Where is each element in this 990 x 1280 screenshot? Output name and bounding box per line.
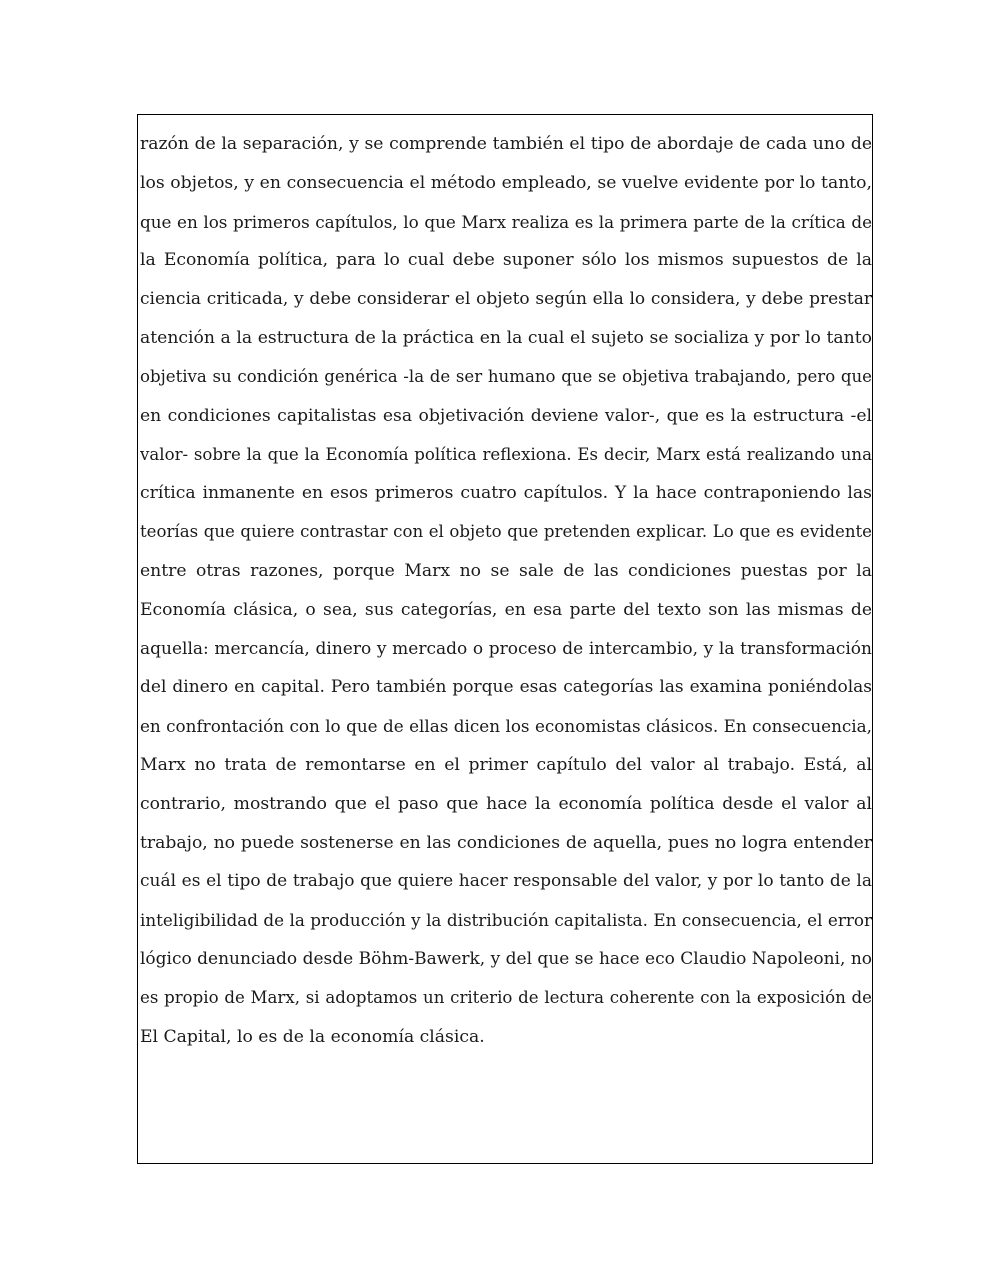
text-line: que en los primeros capítulos, lo que Marx realiza es la primera parte de la crítica de [140, 211, 872, 232]
text-line: la Economía política, para lo cual debe suponer sólo los mismos supuestos de la [140, 250, 872, 271]
text-line: atención a la estructura de la práctica en la cual el sujeto se socializa y por lo tanto [140, 328, 872, 349]
text-line-last: El Capital, lo es de la economía clásica. [140, 1026, 485, 1047]
text-line: ciencia criticada, y debe considerar el objeto según ella lo considera, y debe prestar [140, 289, 872, 310]
text-line: lógico denunciado desde Böhm-Bawerk, y del que se hace eco Claudio Napoleoni, no [140, 949, 872, 970]
text-line: Economía clásica, o sea, sus categorías, en esa parte del texto son las mismas de [140, 599, 872, 620]
text-line: es propio de Marx, si adoptamos un criterio de lectura coherente con la exposición de [140, 987, 872, 1007]
text-line: aquella: mercancía, dinero y mercado o proceso de intercambio, y la transformación [140, 638, 872, 659]
text-line: Marx no trata de remontarse en el primer capítulo del valor al trabajo. Está, al [140, 755, 872, 775]
text-line: contrario, mostrando que el paso que hace la economía política desde el valor al [140, 793, 872, 814]
text-line: inteligibilidad de la producción y la distribución capitalista. En consecuencia, el error [140, 910, 872, 931]
text-line: del dinero en capital. Pero también porque esas categorías las examina poniéndolas [140, 677, 872, 698]
body-text [140, 125, 872, 1057]
text-line: entre otras razones, porque Marx no se sale de las condiciones puestas por la [140, 560, 872, 581]
text-line: crítica inmanente en esos primeros cuatro capítulos. Y la hace contraponiendo las [140, 483, 872, 504]
text-line: cuál es el tipo de trabajo que quiere hacer responsable del valor, y por lo tanto de la [140, 871, 872, 892]
text-line: en confrontación con lo que de ellas dicen los economistas clásicos. En consecuencia, [140, 716, 872, 737]
text-line: trabajo, no puede sostenerse en las condiciones de aquella, pues no logra entender [140, 832, 872, 853]
text-line: valor- sobre la que la Economía política reflexiona. Es decir, Marx está realizando una [140, 444, 872, 464]
text-line: en condiciones capitalistas esa objetivación deviene valor-, que es la estructura -el [140, 405, 872, 426]
text-frame [137, 114, 873, 1164]
text-line: objetiva su condición genérica -la de ser humano que se objetiva trabajando, pero que [140, 366, 872, 386]
text-line: razón de la separación, y se comprende también el tipo de abordaje de cada uno de [140, 134, 872, 154]
text-line: los objetos, y en consecuencia el método empleado, se vuelve evidente por lo tanto, [140, 172, 872, 193]
text-line: teorías que quiere contrastar con el objeto que pretenden explicar. Lo que es evidente [140, 522, 872, 542]
